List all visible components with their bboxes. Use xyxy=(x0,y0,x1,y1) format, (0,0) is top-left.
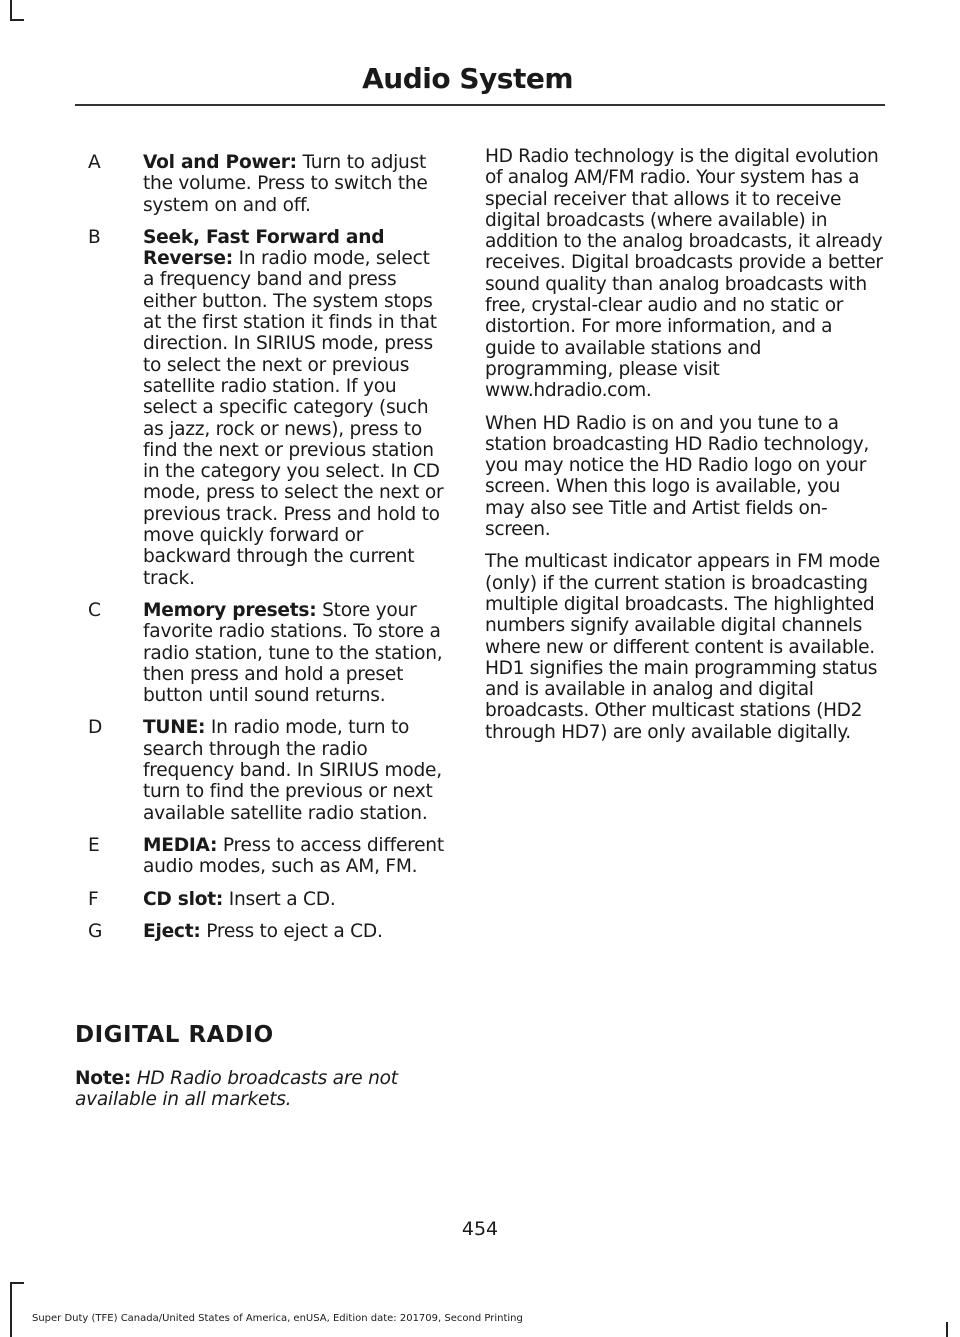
crop-mark-bottom-right-v xyxy=(946,1322,948,1337)
legend-term: CD slot: xyxy=(143,888,224,910)
legend-description xyxy=(143,717,446,823)
legend-item-d xyxy=(80,717,446,823)
paragraph-hd-radio-intro: HD Radio technology is the digital evolution of analog AM/FM radio. Your system has a special receiver that allows it to receive digital broadcasts (where available) in addition to the analog broadcasts, it already receives. Digital broadcasts provide a better sound quality than analog broadcasts with free, crystal-clear audio and no static or distortion. For more information, and a guide to available stations and programming, please visit www.hdradio.com. xyxy=(485,146,883,402)
page-number: 454 xyxy=(461,1218,499,1240)
legend-term: Memory presets: xyxy=(143,599,317,621)
legend-description xyxy=(143,889,446,910)
legend-letter: D xyxy=(88,717,103,739)
section-heading: DIGITAL RADIO xyxy=(75,1022,274,1048)
legend-text: Store your favorite radio stations. To store a radio station, tune to the station, then press and hold a preset button until sound returns. xyxy=(143,599,443,707)
note xyxy=(75,1068,405,1111)
legend-description xyxy=(143,921,446,942)
legend-term: Seek, Fast Forward and Reverse: xyxy=(143,226,385,270)
paragraph-hd-radio-logo: When HD Radio is on and you tune to a station broadcasting HD Radio technology, you may notice the HD Radio logo on your screen. When this logo is available, you may also see Title and Artist fields on-screen. xyxy=(485,412,869,541)
legend-term: Vol and Power: xyxy=(143,152,297,173)
legend-text: Turn to adjust the volume. Press to switch the system on and off. xyxy=(143,152,428,216)
legend-text: In radio mode, select a frequency band and press either button. The system stops at the first station it finds in that direction. In SIRIUS mode, press to select the next or previous satellite radio station. If you select a specific category (such as jazz, rock or news), press to find the next or previous station in the category you select. In CD mode, press to select the next or previous track. Press and hold to move quickly forward or backward through the current track. xyxy=(143,248,444,589)
legend-letter: G xyxy=(88,920,103,942)
legend-text: Press to eject a CD. xyxy=(200,920,383,942)
legend-letter: C xyxy=(88,599,101,621)
legend-item-e xyxy=(80,835,446,878)
legend-letter: B xyxy=(88,226,101,248)
legend-list xyxy=(80,152,446,953)
legend-description xyxy=(143,152,446,216)
crop-mark-top-left-v xyxy=(10,0,12,20)
legend-item-c xyxy=(80,600,446,706)
legend-description xyxy=(143,835,446,878)
crop-mark-top-left-h xyxy=(10,19,24,21)
legend-item-g xyxy=(80,921,446,942)
legend-text: Insert a CD. xyxy=(223,888,336,910)
legend-term: MEDIA: xyxy=(143,834,218,856)
legend-term: TUNE: xyxy=(143,717,206,739)
legend-letter: A xyxy=(88,152,101,173)
legend-description xyxy=(143,600,446,706)
legend-text: Press to access different audio modes, such as AM, FM. xyxy=(143,834,444,878)
header-divider xyxy=(75,104,885,106)
note-label: Note: xyxy=(75,1068,132,1089)
crop-mark-bottom-left-v xyxy=(10,1282,12,1337)
crop-mark-bottom-left-h xyxy=(10,1282,24,1284)
legend-term: Eject: xyxy=(143,920,201,942)
note-text: HD Radio broadcasts are not available in all markets. xyxy=(75,1068,398,1111)
legend-letter: E xyxy=(88,834,100,856)
legend-text: In radio mode, turn to search through the radio frequency band. In SIRIUS mode, turn to find the previous or next available satellite radio station. xyxy=(143,717,442,824)
paragraph-multicast: The multicast indicator appears in FM mode (only) if the current station is broadcasting multiple digital broadcasts. The highlighted numbers signify available digital channels where new or different content is available. HD1 signifies the main programming status and is available in analog and digital broadcasts. Other multicast stations (HD2 through HD7) are only available digitally. xyxy=(485,551,880,743)
legend-letter: F xyxy=(88,888,99,910)
footer-edition-info: Super Duty (TFE) Canada/United States of America, enUSA, Edition date: 201709, Second Printing xyxy=(32,1313,523,1324)
legend-item-a xyxy=(80,152,446,216)
legend-description xyxy=(143,227,446,589)
legend-item-b xyxy=(80,227,446,589)
page-title: Audio System xyxy=(362,62,573,95)
right-column xyxy=(485,146,883,754)
legend-item-f xyxy=(80,889,446,910)
